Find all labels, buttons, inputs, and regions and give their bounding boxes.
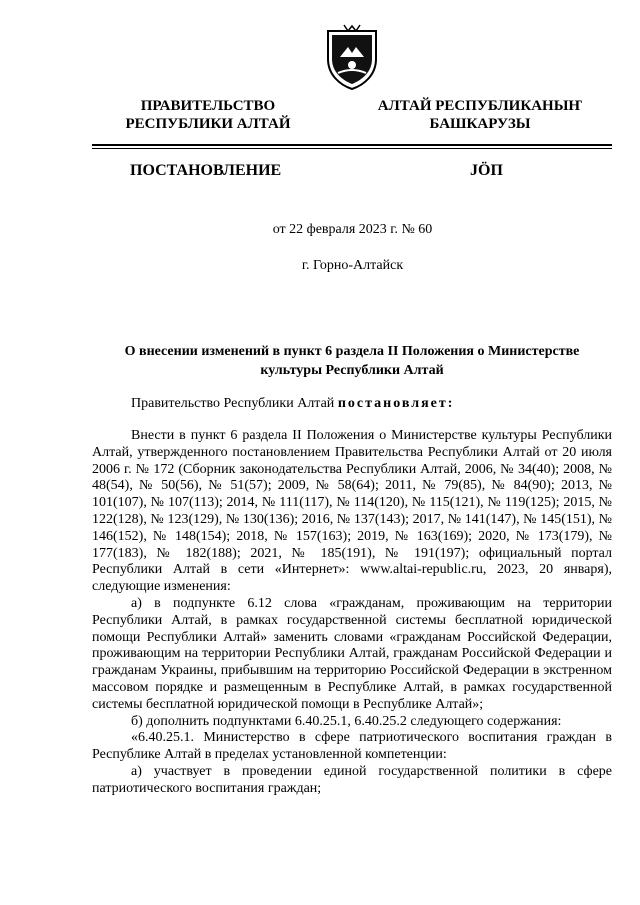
paragraph: а) участвует в проведении единой государственной политики в сфере патриотического воспитания граждан;: [92, 763, 612, 796]
header-right-line1: АЛТАЙ РЕСПУБЛИКАНЫҤ: [377, 98, 583, 114]
paragraph: а) в подпункте 6.12 слова «гражданам, проживающим на территории Республики Алтай, в рамках государственной системы бесплатной юридической помощи Республики Алтай» заменить словами «гражданам Российской Федерации, проживающим на территории Республики Алтай, гражданам Российской Федерации и гражданам Украины, прибывшим на территорию Российской Федерации в экстренном массовом порядке и размещенным в Республике Алтай, в рамках государственной системы бесплатной юридической помощи в Республике Алтай»;: [92, 595, 612, 712]
document-title-line1: О внесении изменений в пункт 6 раздела II Положения о Министерстве: [124, 344, 580, 359]
header-divider-thick: [92, 144, 612, 146]
decree-title-ru: ПОСТАНОВЛЕНИЕ: [130, 162, 282, 179]
coat-of-arms-griffin-icon: [324, 23, 380, 91]
document-body: [92, 428, 612, 798]
paragraph: б) дополнить подпунктами 6.40.25.1, 6.40.25.2 следующего содержания:: [131, 713, 562, 729]
preamble: [131, 396, 454, 412]
paragraph: Внести в пункт 6 раздела II Положения о Министерстве культуры Республики Алтай, утвержденного постановлением Правительства Республики Алтай от 20 июля 2006 г. № 172 (Сборник законодательства Республики Алтай, 2006, № 34(40); 2008, № 48(54), № 50(56), № 51(57); 2009, № 58(64); 2011, № 79(85), № 84(90); 2013, № 101(107), № 107(113); 2014, № 111(117), № 114(120), № 115(121), № 119(125); 2015, № 122(128), № 123(129), № 130(136); 2016, № 137(143); 2017, № 141(147), № 145(151), № 146(152), № 148(154); 2018, № 157(163); 2019, № 163(169); 2020, № 173(179), № 177(183), № 182(188); 2021, № 185(191), № 191(197); официальный портал Республики Алтай в сети «Интернет»: www.altai-republic.ru, 2023, 20 января), следующие изменения:: [92, 428, 612, 595]
header-left: [108, 97, 308, 133]
header-left-line1: ПРАВИТЕЛЬСТВО: [140, 98, 276, 114]
header-right-line2: БАШКАРУЗЫ: [429, 116, 531, 132]
document-title-line2: культуры Республики Алтай: [260, 363, 444, 378]
document-title: [92, 342, 612, 380]
header-left-line2: РЕСПУБЛИКИ АЛТАЙ: [125, 116, 291, 132]
decree-title-alt: JÖП: [470, 162, 503, 179]
paragraph: «6.40.25.1. Министерство в сфере патриотического воспитания граждан в Республике Алтай в пределах установленной компетенции:: [92, 730, 612, 763]
decree-city: г. Горно-Алтайск: [301, 258, 404, 273]
preamble-text: Правительство Республики Алтай: [131, 396, 338, 411]
preamble-verb: постановляет:: [337, 396, 455, 411]
header-divider-thin: [92, 148, 612, 149]
header-right: [360, 97, 600, 133]
decree-date: от 22 февраля 2023 г. № 60: [272, 222, 433, 237]
